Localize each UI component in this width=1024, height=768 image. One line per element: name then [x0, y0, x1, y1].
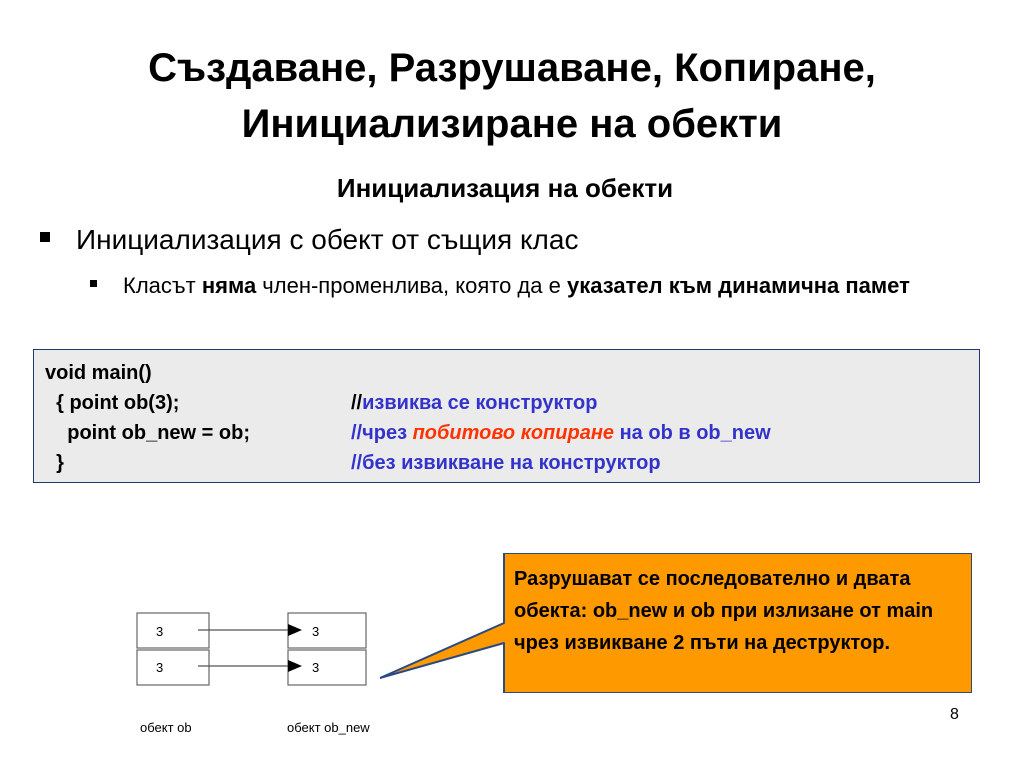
comment-text: //чрез	[351, 422, 413, 444]
bullet-level1-text: Инициализация с обект от същия клас	[76, 224, 579, 255]
new-value-1: 3	[312, 624, 320, 639]
code-comment-2	[351, 392, 598, 415]
object-diagram	[130, 600, 390, 750]
comment-slashes: //	[351, 392, 363, 414]
title-line-1: Създаване, Разрушаване, Копиране,	[148, 46, 876, 90]
slide-title	[0, 40, 1024, 152]
bullet-square-icon	[90, 280, 97, 287]
ob-field-2	[137, 650, 209, 685]
bullet-level2-text	[123, 270, 913, 302]
code-line-3: point ob_new = ob;	[45, 422, 250, 444]
page-number: 8	[950, 706, 959, 723]
code-line-1: void main()	[45, 362, 152, 384]
text-run: Класът	[123, 273, 202, 298]
slide-subtitle: Инициализация на обекти	[336, 173, 674, 203]
label-ob: обект ob	[140, 720, 192, 735]
bullet-square-icon	[40, 232, 50, 242]
text-run: член-променлива, която да е	[256, 273, 567, 298]
bold-run: указател към динамична памет	[566, 273, 910, 298]
comment-text: на ob в ob_new	[614, 422, 771, 444]
label-ob-new: обект ob_new	[287, 720, 370, 735]
callout-text: Разрушават се последователно и двата обекта: ob_new и ob при излизане от main чрез извикване 2 пъти на деструктор.	[514, 568, 934, 654]
new-field-2	[288, 650, 366, 685]
code-line-2: { point ob(3);	[45, 392, 180, 414]
ob-value-1: 3	[156, 624, 164, 639]
object-ob-new	[288, 613, 366, 685]
comment-text: извиква се конструктор	[362, 392, 598, 414]
title-line-2: Инициализиране на обекти	[241, 102, 783, 146]
object-ob	[137, 613, 209, 685]
code-block	[33, 349, 980, 483]
code-comment-3	[351, 422, 771, 445]
code-comment-4: //без извикване на конструктор	[351, 452, 661, 474]
highlight-text: побитово копиране	[412, 422, 615, 444]
copy-arrows	[198, 624, 302, 672]
bold-run: няма	[201, 273, 257, 298]
new-value-2: 3	[312, 660, 320, 675]
code-line-4: }	[45, 452, 64, 474]
ob-value-2: 3	[156, 660, 164, 675]
